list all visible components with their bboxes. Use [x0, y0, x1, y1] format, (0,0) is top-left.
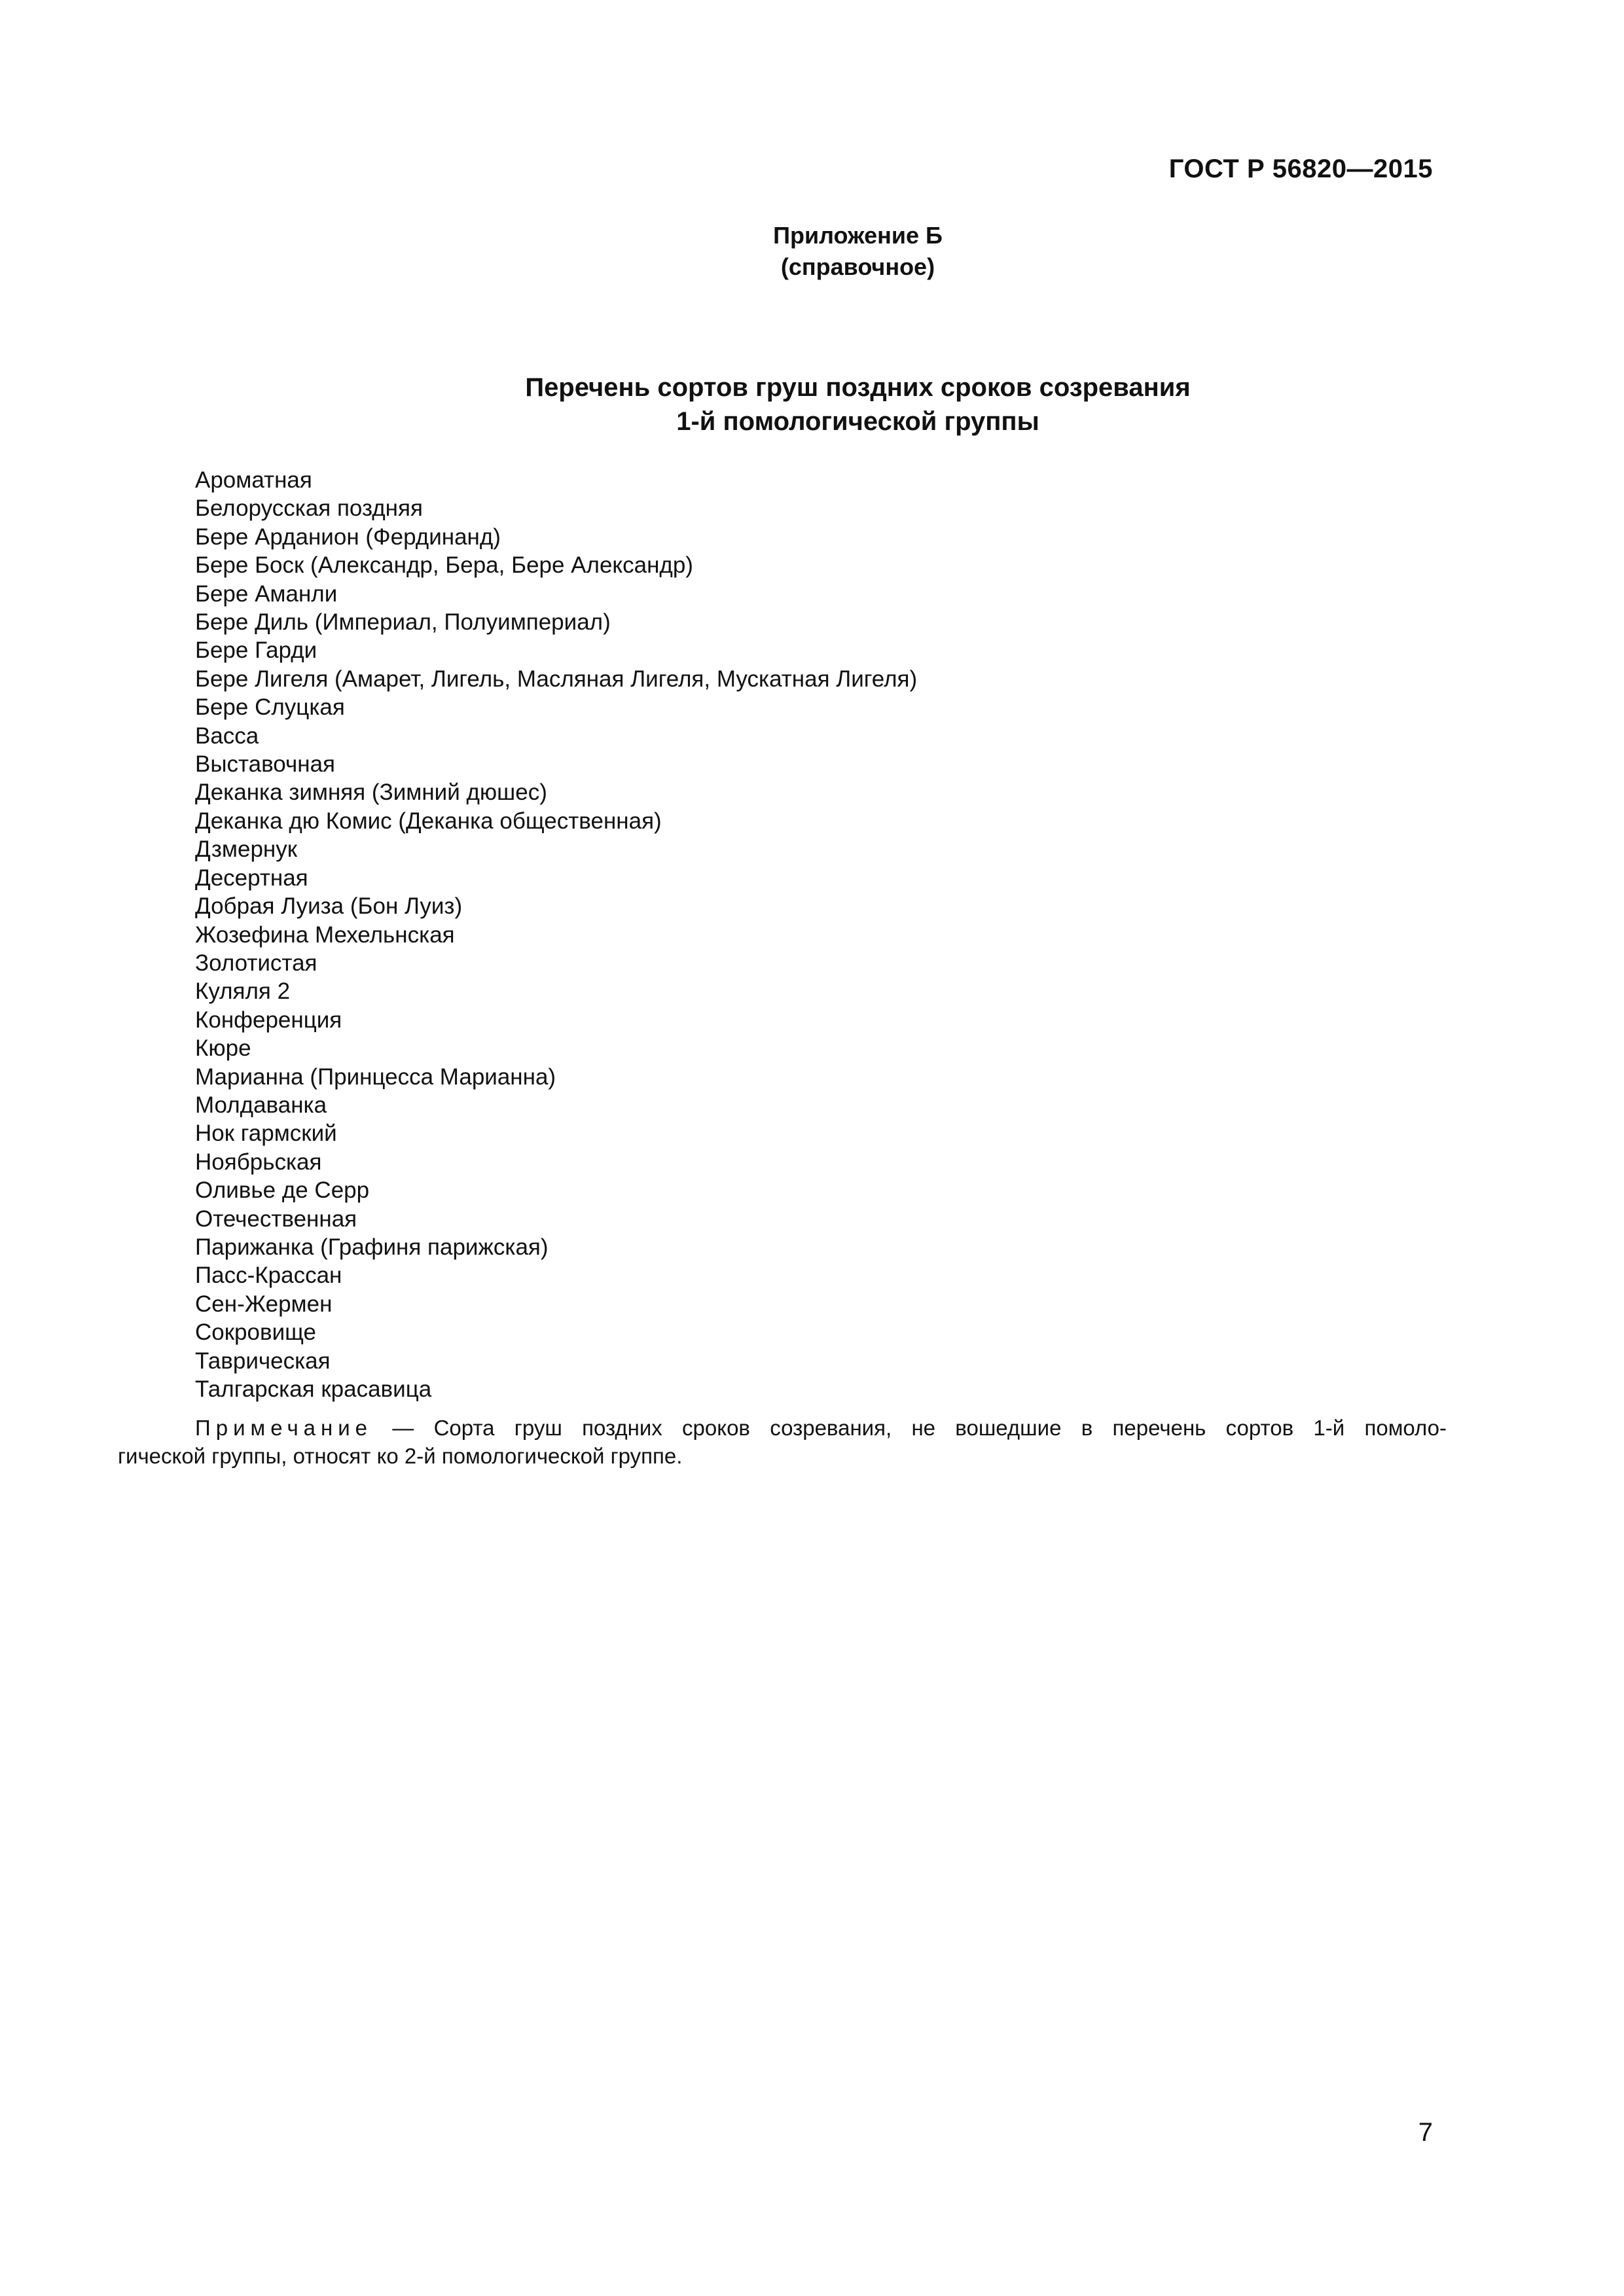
list-item: Сен-Жермен [195, 1291, 333, 1317]
list-item: Молдаванка [195, 1092, 327, 1118]
page-title-line-2: 1-й помологической группы [676, 407, 1039, 436]
list-item: Дзмернук [195, 836, 298, 863]
list-item: Сокровище [195, 1319, 316, 1346]
list-item: Деканка зимняя (Зимний дюшес) [195, 780, 547, 806]
list-item: Бере Арданион (Фердинанд) [195, 524, 501, 550]
list-item: Бере Диль (Империал, Полуимпериал) [195, 609, 611, 636]
note-line-1 [118, 1414, 1447, 1442]
note-label: Примечание [195, 1416, 373, 1440]
list-item: Бере Слуцкая [195, 694, 345, 721]
list-item: Таврическая [195, 1348, 331, 1374]
list-item: Золотистая [195, 950, 317, 976]
list-item: Выставочная [195, 751, 335, 778]
document-code: ГОСТ Р 56820—2015 [1168, 154, 1433, 183]
list-item: Оливье де Серр [195, 1177, 370, 1204]
list-item: Нок гармский [195, 1121, 337, 1147]
page-title-line-1: Перечень сортов груш поздних сроков созревания [525, 373, 1191, 402]
appendix-title: Приложение Б [773, 222, 943, 249]
list-item: Конференция [195, 1007, 342, 1033]
list-item: Бере Лигеля (Амарет, Лигель, Масляная Лигеля, Мускатная Лигеля) [195, 666, 918, 692]
list-item: Десертная [195, 865, 308, 891]
note-line-2: гической группы, относят ко 2-й помологической группе. [118, 1444, 683, 1468]
list-item: Бере Боск (Александр, Бера, Бере Александр) [195, 552, 693, 579]
list-item: Ароматная [195, 467, 312, 493]
appendix-subtitle: (справочное) [780, 253, 935, 280]
variety-list [195, 466, 917, 1403]
list-item: Ноябрьская [195, 1149, 322, 1175]
page-title [0, 370, 1624, 439]
list-item: Бере Аманли [195, 581, 338, 607]
list-item: Кюре [195, 1035, 251, 1062]
note-text-1: — Сорта груш поздних сроков созревания, не вошедшие в перечень сортов 1-й помоло- [372, 1416, 1447, 1440]
list-item: Марианна (Принцесса Марианна) [195, 1064, 556, 1090]
list-item: Белорусская поздняя [195, 495, 423, 522]
page-number: 7 [1418, 2118, 1433, 2147]
list-item: Талгарская красавица [195, 1376, 432, 1402]
list-item: Васса [195, 723, 259, 749]
appendix-heading [0, 220, 1624, 283]
list-item: Пасс-Крассан [195, 1263, 342, 1289]
list-item: Жозефина Мехельнская [195, 922, 455, 948]
list-item: Бере Гарди [195, 637, 317, 664]
note-paragraph [118, 1414, 1447, 1470]
list-item: Отечественная [195, 1206, 357, 1232]
list-item: Куляля 2 [195, 978, 291, 1005]
list-item: Парижанка (Графиня парижская) [195, 1234, 549, 1260]
list-item: Деканка дю Комис (Деканка общественная) [195, 808, 662, 834]
list-item: Добрая Луиза (Бон Луиз) [195, 893, 463, 920]
